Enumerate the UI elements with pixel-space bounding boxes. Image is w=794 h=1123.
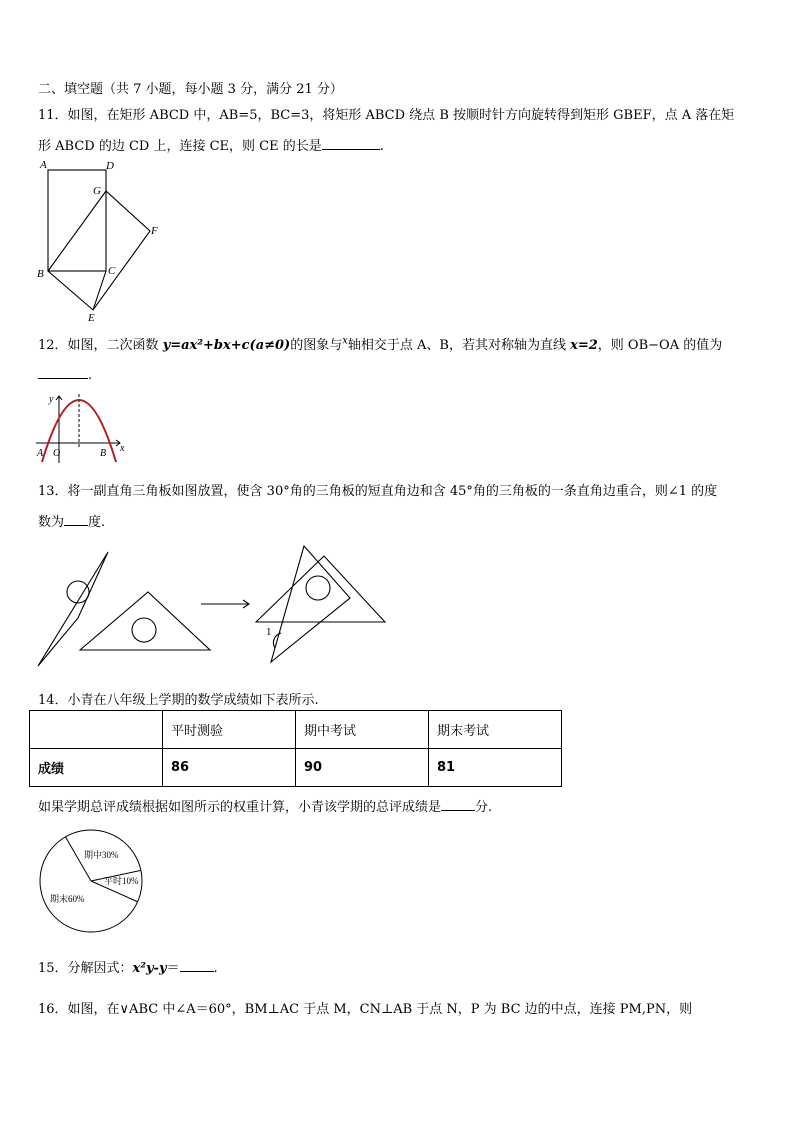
label-o: O — [53, 448, 61, 459]
q14-after-text: 如果学期总评成绩根据如图所示的权重计算，小青该学期的总评成绩是 — [38, 800, 442, 815]
label-b: B — [37, 268, 44, 280]
scores-table — [29, 710, 562, 787]
pie-label-midterm: 期中30% — [84, 850, 119, 860]
triangle-30-left — [38, 552, 108, 666]
q12-axis-eq: x=2 — [570, 338, 598, 353]
q12-line2-end: . — [88, 368, 93, 383]
table-header-cell — [30, 711, 163, 749]
segment-ce — [93, 271, 106, 310]
table-header-cell: 期中考试 — [296, 711, 429, 749]
q15-text-c: . — [213, 961, 218, 976]
table-cell: 成绩 — [30, 749, 163, 787]
q11-line2-end: . — [379, 139, 384, 154]
q11-answer-blank — [322, 137, 380, 150]
q11-figure — [30, 156, 170, 326]
q12-text-b: 的图象与 — [290, 338, 343, 353]
q13-line2-end: 度. — [88, 515, 106, 530]
q13-line1: 13．将一副直角三角板如图放置，使含 30°角的三角板的短直角边和含 45°角的三角板的一条直角边重合，则∠1 的度 — [38, 484, 718, 499]
table-cell: 90 — [296, 749, 429, 787]
weight-pie-chart — [36, 826, 146, 936]
q12-line1 — [38, 334, 722, 353]
table-row — [30, 711, 562, 749]
q13-line2-text: 数为 — [38, 515, 65, 530]
triangle-45-left — [80, 592, 210, 650]
label-a: A — [40, 159, 47, 171]
section-header: 二、填空题（共 7 小题，每小题 3 分，满分 21 分） — [38, 82, 343, 97]
triangle-30-hole — [67, 581, 89, 603]
q12-answer-blank — [38, 366, 88, 379]
q15-line — [38, 957, 218, 976]
triangle-30-hole-right — [306, 576, 330, 600]
q11-line2-text: 形 ABCD 的边 CD 上，连接 CE，则 CE 的长是 — [38, 139, 322, 154]
q12-line2 — [38, 366, 92, 383]
q14-intro: 14．小青在八年级上学期的数学成绩如下表所示. — [38, 693, 319, 708]
table-row — [30, 749, 562, 787]
angle-1-label: 1 — [266, 626, 272, 638]
label-e: E — [88, 312, 95, 324]
q15-answer-blank — [180, 959, 214, 972]
q16-line1: 16．如图，在∨ABC 中∠A＝60°，BM⊥AC 于点 M，CN⊥AB 于点 N，P 为 BC 边的中点，连接 PM,PN，则 — [38, 1002, 693, 1017]
label-b: B — [100, 448, 107, 459]
label-f: F — [151, 225, 158, 237]
triangle-45-hole — [132, 618, 156, 642]
triangle-45-right — [256, 556, 385, 622]
q14-after-end: 分. — [475, 800, 493, 815]
table-header-cell: 平时测验 — [163, 711, 296, 749]
table-header-cell: 期末考试 — [429, 711, 562, 749]
q15-expr: x²y-y — [132, 961, 167, 976]
q12-text-c: 轴相交于点 A、B，若其对称轴为直线 — [347, 338, 571, 353]
triangle-30-right — [271, 546, 350, 662]
q12-text-d: ，则 OB−OA 的值为 — [597, 338, 723, 353]
label-c: C — [108, 265, 116, 277]
label-a: A — [37, 448, 44, 459]
q12-text-a: 12．如图，二次函数 — [38, 338, 163, 353]
table-cell: 81 — [429, 749, 562, 787]
q11-line2 — [38, 135, 384, 154]
label-g: G — [93, 185, 101, 197]
q12-formula: y=ax²+bx+c(a≠0) — [162, 338, 291, 353]
q14-after — [38, 796, 492, 815]
q13-answer-blank — [64, 513, 88, 526]
pie-label-final: 期末60% — [50, 894, 85, 904]
label-y: y — [49, 394, 54, 405]
q12-figure — [32, 388, 132, 468]
q13-line2 — [38, 511, 105, 530]
label-x: x — [120, 443, 125, 454]
label-d: D — [106, 160, 114, 172]
q14-answer-blank — [441, 798, 475, 811]
q11-line1: 11．如图，在矩形 ABCD 中，AB=5，BC=3，将矩形 ABCD 绕点 B 按顺时针方向旋转得到矩形 GBEF，点 A 落在矩 — [38, 108, 735, 123]
q15-text-a: 15．分解因式： — [38, 961, 133, 976]
q12-x-var: x — [342, 335, 348, 347]
pie-label-usual: 平时10% — [104, 876, 139, 886]
table-cell: 86 — [163, 749, 296, 787]
q13-figure — [34, 540, 394, 670]
q15-text-b: ＝ — [166, 961, 180, 976]
